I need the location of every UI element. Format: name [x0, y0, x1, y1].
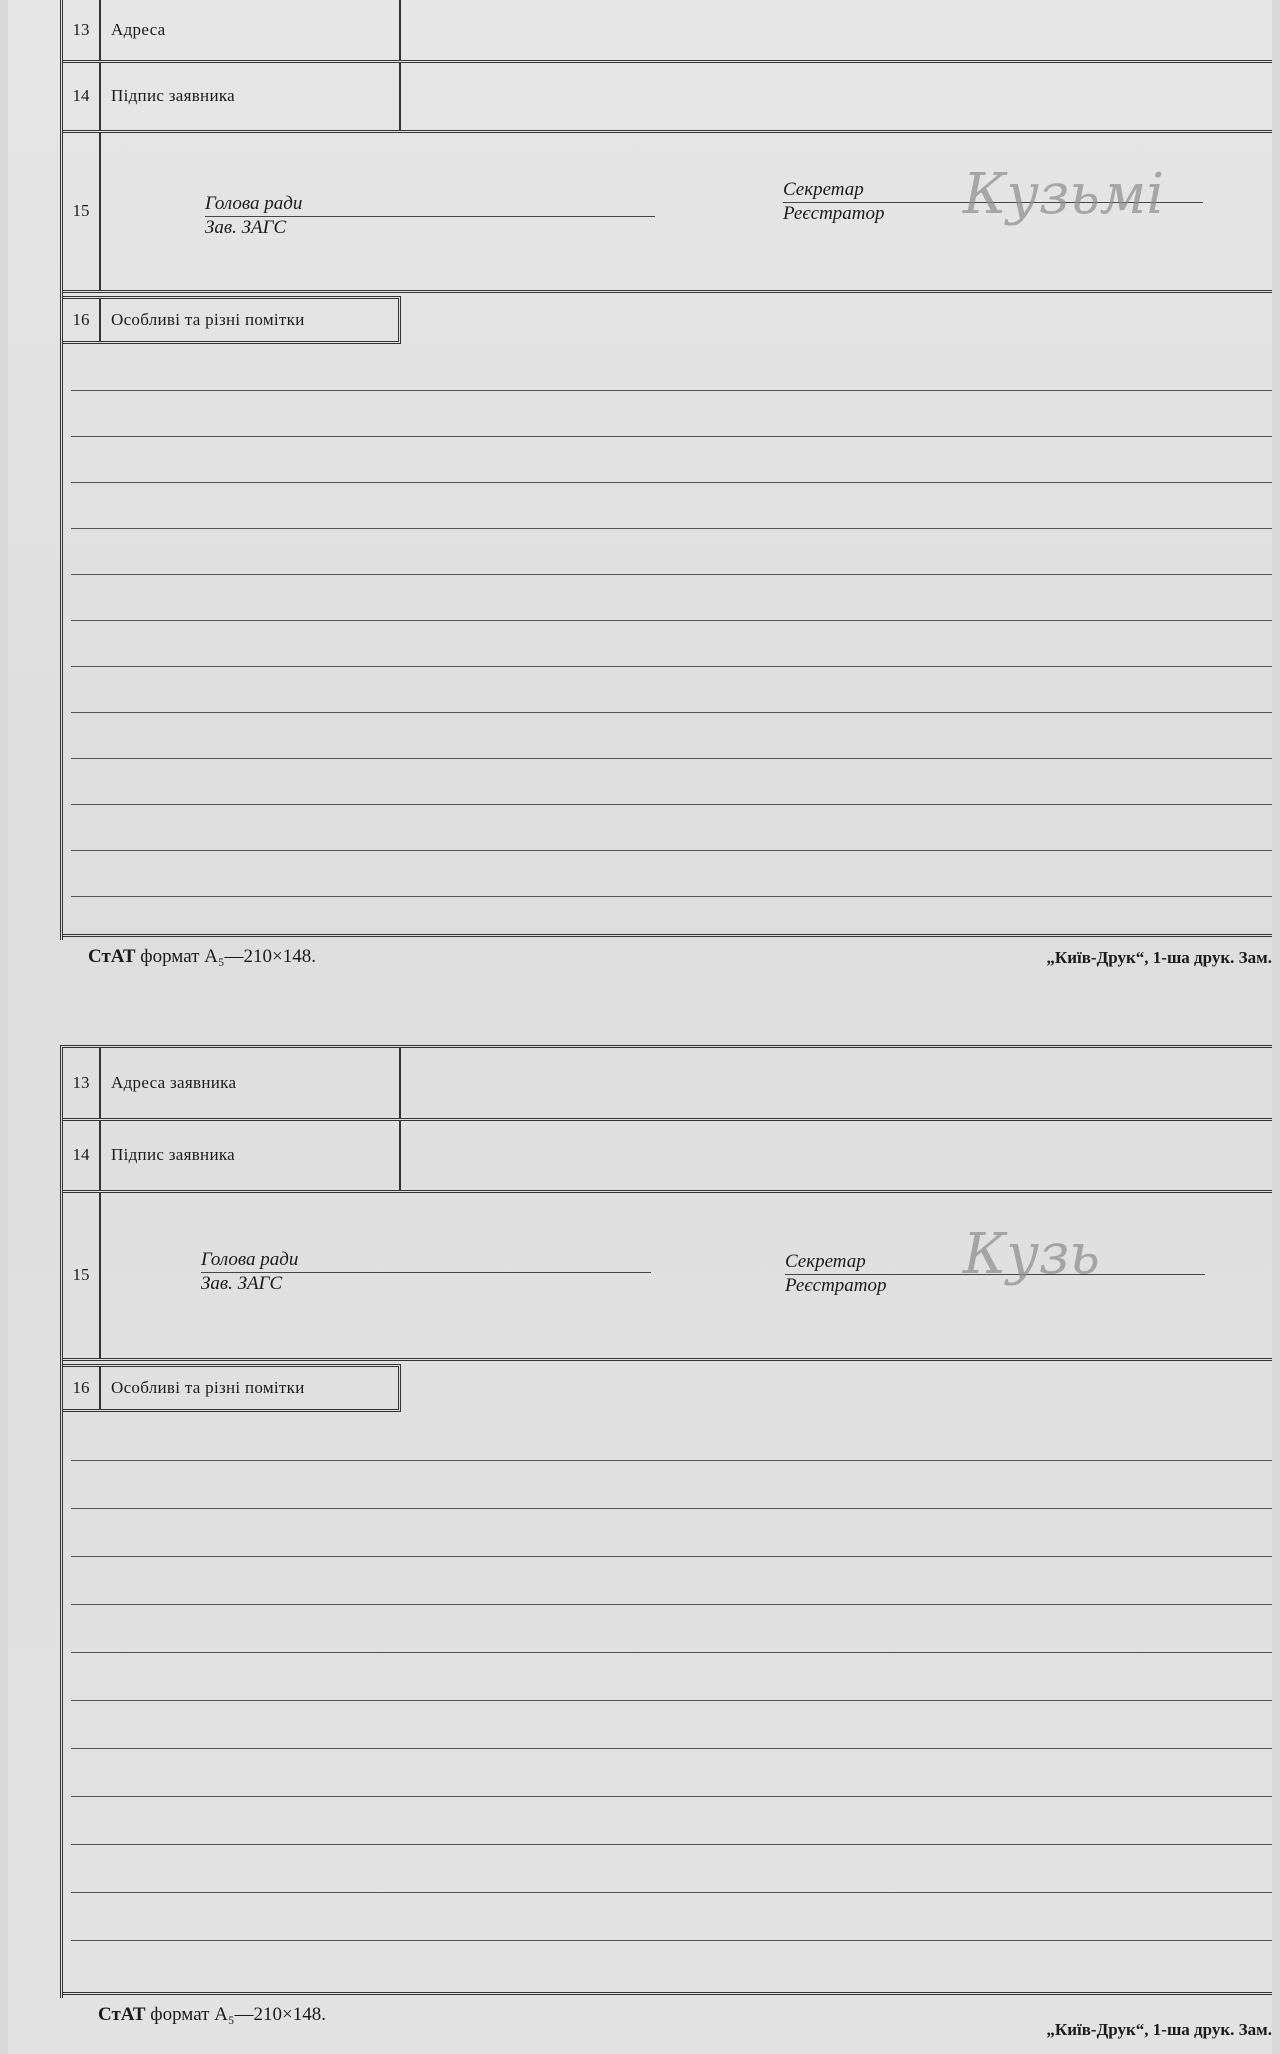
row-number: 15 — [63, 1192, 101, 1358]
form-bottom-border — [63, 1992, 1272, 1995]
secretary-label: Секретар — [785, 1251, 866, 1272]
document-page — [8, 0, 1272, 2054]
chairman-label: Голова ради — [201, 1249, 299, 1270]
footer-printer: „Київ-Друк“, 1-ша друк. Зам. — [1046, 948, 1272, 967]
footer-format — [88, 946, 316, 968]
row-label-address: Адреса — [101, 0, 401, 60]
footer-format-size: формат А₅—210×148. — [135, 946, 317, 967]
signature-line-left — [201, 1272, 651, 1273]
handwritten-signature: Кузьмі — [963, 162, 1165, 227]
row-label-notes: Особливі та різні помітки — [111, 310, 305, 329]
row-number: 14 — [63, 1120, 101, 1190]
row-15 — [63, 1192, 1272, 1361]
registrar-label: Реєстратор — [785, 1275, 887, 1296]
secretary-label: Секретар — [783, 179, 864, 200]
row-number: 15 — [63, 132, 101, 290]
row-16-header — [63, 1364, 401, 1412]
form-bottom-border — [63, 934, 1272, 937]
row-15 — [63, 132, 1272, 293]
form-section-top — [60, 0, 1272, 940]
row-number: 14 — [63, 62, 101, 130]
row-number: 13 — [63, 0, 101, 60]
row-13 — [63, 0, 1272, 63]
row-number: 13 — [63, 1048, 101, 1118]
row-number: 16 — [63, 1367, 101, 1409]
footer-format-code: СтАТ — [88, 946, 136, 967]
handwritten-signature: Кузь — [963, 1222, 1100, 1287]
footer-format-code: СтАТ — [98, 2004, 146, 2025]
row-16-header — [63, 296, 401, 344]
footer-format — [98, 2004, 326, 2026]
row-13 — [63, 1048, 1272, 1121]
registry-head-label: Зав. ЗАГС — [201, 1273, 283, 1294]
registry-head-label: Зав. ЗАГС — [205, 217, 287, 238]
row-label-signature: Підпис заявника — [101, 62, 401, 130]
chairman-label: Голова ради — [205, 193, 303, 214]
row-number: 16 — [63, 299, 101, 341]
footer-printer: „Київ-Друк“, 1-ша друк. Зам. — [1046, 2020, 1272, 2039]
row-label-address: Адреса заявника — [101, 1048, 401, 1118]
row-14 — [63, 1120, 1272, 1193]
row-label-notes: Особливі та різні помітки — [111, 1378, 305, 1397]
row-14 — [63, 62, 1272, 133]
form-section-bottom — [60, 1045, 1272, 1998]
row-label-signature: Підпис заявника — [101, 1120, 401, 1190]
registrar-label: Реєстратор — [783, 203, 885, 224]
signature-line-left — [205, 216, 655, 217]
footer-format-size: формат А₅—210×148. — [145, 2004, 327, 2025]
